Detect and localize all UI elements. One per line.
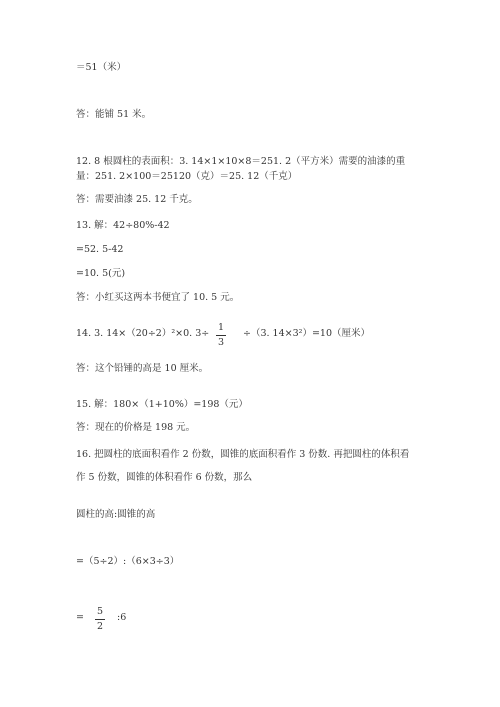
fraction-five-halves (95, 606, 105, 633)
problem-12-line-1: 12. 8 根圆柱的表面积：3. 14×1×10×8＝251. 2（平方米）需要的油漆的重 (76, 156, 406, 167)
problem-16-line-5-ratio: :6 (117, 612, 127, 623)
fraction-denominator: 3 (217, 337, 225, 348)
problem-16-line-2: 作 5 份数，圆锥的体积看作 6 份数，那么 (76, 472, 253, 483)
problem-13-line-1: 13. 解：42÷80%-42 (76, 220, 170, 231)
answer-line-11: 答：能铺 51 米。 (76, 109, 152, 120)
problem-14-part-1: 14. 3. 14×（20÷2）²×0. 3÷ (76, 328, 210, 339)
problem-16-line-5-equals: = (76, 612, 84, 623)
fraction-bar (216, 335, 226, 336)
fraction-one-third (216, 322, 226, 349)
problem-13-line-3: =10. 5(元) (76, 268, 126, 279)
fraction-numerator: 1 (217, 322, 225, 333)
fraction-numerator: 5 (96, 606, 104, 617)
problem-15-line-1: 15. 解：180×（1+10%）=198（元） (76, 399, 248, 410)
problem-12-line-2: 量：251. 2×100＝25120（克）＝25. 12（千克） (76, 171, 298, 182)
answer-line-14: 答：这个铅锤的高是 10 厘米。 (76, 363, 209, 374)
problem-16-line-1: 16. 把圆柱的底面积看作 2 份数，圆锥的底面积看作 3 份数. 再把圆柱的体积看 (76, 449, 410, 460)
problem-16-line-4: =（5÷2）:（6×3÷3） (76, 556, 180, 567)
fraction-denominator: 2 (96, 621, 104, 632)
result-line-51m: ＝51（米） (76, 62, 127, 73)
fraction-bar (95, 619, 105, 620)
problem-13-line-2: =52. 5-42 (76, 244, 124, 255)
answer-line-15: 答：现在的价格是 198 元。 (76, 422, 196, 433)
problem-16-line-3: 圆柱的高:圆锥的高 (76, 509, 156, 520)
problem-14-part-2: ÷（3. 14×3²）=10（厘米） (243, 328, 370, 339)
answer-line-13: 答：小红买这两本书便宜了 10. 5 元。 (76, 292, 240, 303)
answer-line-12: 答：需要油漆 25. 12 千克。 (76, 194, 198, 205)
